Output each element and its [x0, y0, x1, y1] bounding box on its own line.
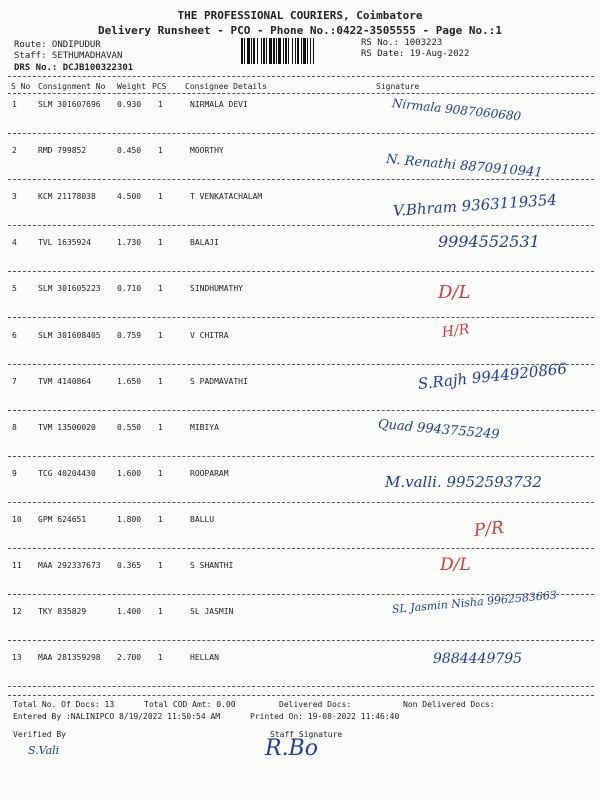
row-handwritten-signature: S.Rajh 9944920866 [417, 359, 568, 393]
row-consignee: MIBIYA [190, 422, 219, 432]
row-handwritten-signature: D/L [440, 555, 471, 575]
row-sno: 10 [12, 514, 22, 524]
row-consignee: T VENKATACHALAM [190, 192, 263, 202]
col-header-consignment: Consignment No [38, 82, 106, 91]
row-handwritten-signature: P/R [472, 517, 505, 541]
row-pcs: 1 [158, 192, 163, 202]
row-handwritten-signature: V.Bhram 9363119354 [392, 190, 558, 221]
row-weight: 1.600 [117, 468, 142, 478]
row-pcs: 1 [158, 330, 163, 340]
row-handwritten-signature: D/L [438, 282, 471, 304]
col-header-sno: S No [11, 82, 31, 91]
row-pcs: 1 [158, 607, 163, 617]
row-consignment-no: SLM 301608405 [38, 330, 101, 340]
row-pcs: 1 [158, 100, 163, 109]
row-sno: 7 [12, 376, 17, 386]
row-pcs: 1 [158, 376, 163, 386]
row-consignee: MOORTHY [190, 146, 224, 156]
row-handwritten-signature: Quad 9943755249 [377, 416, 501, 443]
row-consignment-no: SLM 301607696 [38, 100, 101, 109]
row-pcs: 1 [158, 514, 163, 524]
staff-signature-label: Staff Signature [270, 730, 343, 739]
row-consignee: NIRMALA DEVI [190, 100, 248, 109]
col-header-signature: Signature [376, 82, 420, 91]
row-consignee: S SHANTHI [190, 561, 234, 570]
row-divider [8, 317, 594, 318]
row-divider [8, 640, 594, 641]
row-weight: 2.700 [117, 653, 142, 663]
row-divider [8, 410, 594, 411]
rs-date: RS Date: 19-Aug-2022 [361, 49, 470, 59]
col-header-weight: Weight [117, 82, 146, 91]
row-divider [8, 225, 594, 226]
row-sno: 13 [12, 653, 22, 663]
row-divider [8, 686, 594, 687]
row-pcs: 1 [158, 468, 163, 478]
row-sno: 1 [12, 100, 17, 109]
header-divider-top [8, 76, 594, 77]
row-divider [8, 364, 594, 365]
staff-label: Staff: SETHUMADHAVAN [14, 51, 123, 61]
row-consignment-no: TVM 13500020 [38, 422, 96, 432]
row-sno: 9 [12, 468, 17, 478]
total-docs: Total No. Of Docs: 13 [13, 700, 115, 709]
verifier-handwritten-signature: S.Vali [28, 744, 60, 757]
row-consignment-no: SLM 301605223 [38, 284, 101, 294]
row-pcs: 1 [158, 146, 163, 156]
row-sno: 11 [12, 561, 22, 570]
row-divider [8, 271, 594, 272]
col-header-consignee: Consignee Details [185, 82, 267, 91]
row-handwritten-signature: N. Renathi 8870910941 [385, 152, 544, 181]
row-consignment-no: RMD 799852 [38, 146, 87, 156]
row-consignment-no: TVL 1635924 [38, 238, 91, 248]
non-delivered-docs: Non Delivered Docs: [403, 700, 495, 709]
row-weight: 1.800 [117, 514, 142, 524]
row-weight: 0.365 [117, 561, 142, 570]
row-pcs: 1 [158, 422, 163, 432]
row-sno: 5 [12, 284, 17, 294]
row-consignee: SL JASMIN [190, 607, 234, 617]
row-weight: 1.730 [117, 238, 142, 248]
row-sno: 4 [12, 238, 17, 248]
row-weight: 1.650 [117, 376, 142, 386]
col-header-pcs: PCS [152, 82, 167, 91]
row-weight: 4.500 [117, 192, 142, 202]
row-consignment-no: MAA 292337673 [38, 561, 101, 570]
row-handwritten-signature: H/R [440, 320, 471, 341]
row-consignee: HELLAN [190, 653, 219, 663]
footer-divider [8, 695, 594, 696]
row-consignment-no: KCM 21178038 [38, 192, 96, 202]
row-pcs: 1 [158, 284, 163, 294]
row-consignee: BALLU [190, 514, 215, 524]
header-divider-bottom [8, 93, 594, 94]
barcode-image [240, 38, 355, 64]
row-sno: 12 [12, 607, 22, 617]
rs-number: RS No.: 1003223 [361, 38, 443, 48]
runsheet-subtitle: Delivery Runsheet - PCO - Phone No.:0422-3505555 - Page No.:1 [98, 24, 502, 37]
staff-handwritten-signature: R.Bo [265, 736, 318, 761]
row-weight: 0.450 [117, 146, 142, 156]
printed-on: Printed On: 19-08-2022 11:46:40 [250, 712, 400, 721]
delivered-docs: Delivered Docs: [279, 700, 352, 709]
row-consignee: ROOPARAM [190, 468, 229, 478]
row-handwritten-signature: M.valli. 9952593732 [385, 472, 542, 491]
verified-by-label: Verified By [13, 730, 66, 739]
row-weight: 0.759 [117, 330, 142, 340]
row-divider [8, 456, 594, 457]
runsheet-company-title: THE PROFESSIONAL COURIERS, Coimbatore [177, 9, 423, 22]
row-consignee: S PADMAVATHI [190, 376, 248, 386]
row-consignment-no: TVM 4140864 [38, 376, 91, 386]
row-consignee: V CHITRA [190, 330, 229, 340]
row-sno: 2 [12, 146, 17, 156]
entered-by: Entered By :NALINIPCO 8/19/2022 11:50:54 AM [13, 712, 221, 721]
row-consignee: SINDHUMATHY [190, 284, 243, 294]
row-handwritten-signature: SL Jasmin Nisha 9962583663 [391, 588, 558, 617]
row-handwritten-signature: 9994552531 [438, 232, 540, 252]
row-weight: 1.400 [117, 607, 142, 617]
row-sno: 6 [12, 330, 17, 340]
total-cod-amount: Total COD Amt: 0.00 [144, 700, 236, 709]
row-handwritten-signature: 9884449795 [433, 651, 523, 668]
row-pcs: 1 [158, 561, 163, 570]
route-label: Route: ONDIPUDUR [14, 40, 101, 50]
row-divider [8, 179, 594, 180]
row-divider [8, 548, 594, 549]
row-weight: 0.710 [117, 284, 142, 294]
row-consignment-no: GPM 624651 [38, 514, 87, 524]
drs-number: DRS No.: DCJB100322301 [14, 63, 134, 73]
row-consignment-no: TKY 835829 [38, 607, 87, 617]
row-consignment-no: TCG 40204430 [38, 468, 96, 478]
row-handwritten-signature: Nirmala 9087060680 [391, 96, 522, 124]
row-divider [8, 133, 594, 134]
row-pcs: 1 [158, 653, 163, 663]
row-divider [8, 502, 594, 503]
row-sno: 8 [12, 422, 17, 432]
row-consignee: BALAJI [190, 238, 219, 248]
row-sno: 3 [12, 192, 17, 202]
row-pcs: 1 [158, 238, 163, 248]
row-weight: 0.550 [117, 422, 142, 432]
row-weight: 0.930 [117, 100, 142, 109]
row-consignment-no: MAA 281359298 [38, 653, 101, 663]
